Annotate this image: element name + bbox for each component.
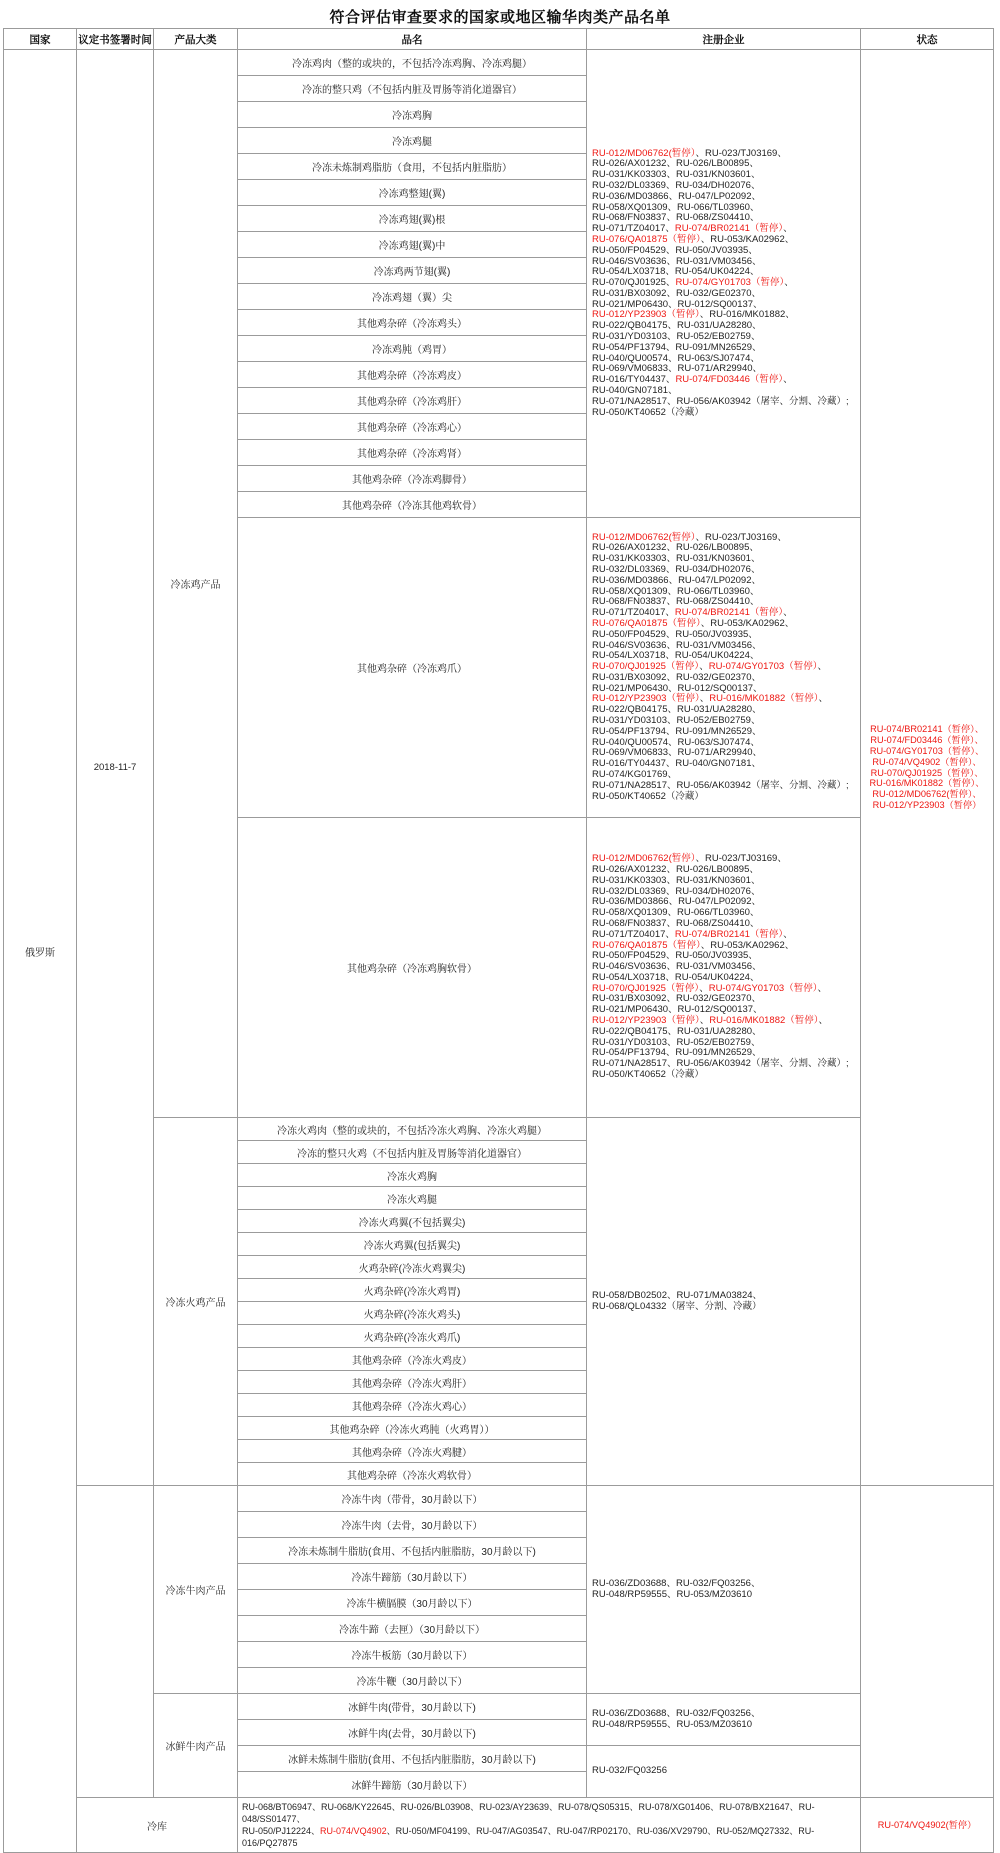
enterprise-code: RU-032/DL03369、RU-034/DH02076、 <box>592 563 761 575</box>
enterprise-code: 、RU-023/TJ03169、 <box>695 853 787 865</box>
product-name-cell: 冷冻鸡腿 <box>238 128 587 154</box>
header-product-name: 品名 <box>238 29 587 50</box>
enterprise-code: RU-074/KG01769、 <box>592 769 678 781</box>
enterprise-code: 、 <box>699 982 709 994</box>
enterprise-code: RU-050/KT40652（冷藏） <box>592 406 704 418</box>
enterprise-code: RU-050/KT40652（冷藏） <box>592 1069 704 1081</box>
enterprise-code-suspended: RU-012/MD06762(暂停） <box>592 853 696 865</box>
page-title: 符合评估审查要求的国家或地区输华肉类产品名单 <box>329 9 671 26</box>
enterprise-code: 、 <box>699 1015 710 1027</box>
enterprise-code: 、 <box>699 693 710 705</box>
meat-products-table <box>3 28 994 1853</box>
enterprise-code: RU-021/MP06430、RU-012/SQ00137、 <box>592 1004 763 1016</box>
enterprise-code: RU-046/SV03636、RU-031/VM03456、 <box>592 255 762 267</box>
enterprise-code: RU-054/LX03718、RU-054/UK04224、 <box>592 266 760 278</box>
enterprise-code: 、RU-023/TJ03169、 <box>695 531 787 543</box>
table-row <box>4 1486 994 1512</box>
enterprise-code: 、 <box>783 928 793 940</box>
enterprise-code-suspended: RU-076/QA01875（暂停） <box>592 939 701 951</box>
enterprise-line <box>592 1720 858 1731</box>
coldstore-row <box>4 1798 994 1853</box>
protocol-date-empty-cell <box>77 1486 154 1798</box>
enterprise-code: RU-031/BX03092、RU-032/GE02370、 <box>592 671 761 683</box>
enterprise-code: RU-071/NA28517、RU-056/AK03942（屠宰、分割、冷藏）; <box>592 1058 849 1070</box>
product-name-cell: 冷冻牛板筋（30月龄以下） <box>238 1642 587 1668</box>
enterprise-code-suspended: RU-012/MD06762(暂停） <box>592 531 696 543</box>
enterprise-code: RU-068/FN03837、RU-068/ZS04410、 <box>592 596 760 608</box>
enterprise-code: RU-071/TZ04017、 <box>592 928 675 940</box>
enterprise-cell <box>587 818 861 1118</box>
product-name-cell: 冷冻未炼制牛脂肪(食用、不包括内脏脂肪，30月龄以下) <box>238 1538 587 1564</box>
product-name-cell: 火鸡杂碎(冷冻火鸡爪) <box>238 1325 587 1348</box>
enterprise-code-suspended: RU-074/FD03446（暂停） <box>675 374 784 386</box>
enterprise-code: 、RU-023/TJ03169、 <box>695 147 787 159</box>
enterprise-code: RU-050/FP04529、RU-050/JV03935、 <box>592 628 758 640</box>
enterprise-cell <box>587 50 861 518</box>
category-cell: 冰鲜牛肉产品 <box>154 1694 238 1798</box>
enterprise-code: RU-048/RP59555、RU-053/MZ03610 <box>592 1718 752 1730</box>
enterprise-code: RU-031/BX03092、RU-032/GE02370、 <box>592 993 761 1005</box>
product-name-cell: 冷冻牛蹄筋（30月龄以下） <box>238 1564 587 1590</box>
enterprise-code: RU-032/FQ03256 <box>592 1765 667 1777</box>
enterprise-code: 、 <box>818 693 829 705</box>
enterprise-code: RU-071/TZ04017、 <box>592 223 675 235</box>
enterprise-code: RU-036/MD03866、RU-047/LP02092、 <box>592 574 761 586</box>
enterprise-code: RU-021/MP06430、RU-012/SQ00137、 <box>592 682 763 694</box>
enterprise-code: 、RU-016/MK01882、 <box>699 309 795 321</box>
enterprise-code: RU-032/DL03369、RU-034/DH02076、 <box>592 885 761 897</box>
enterprise-code: RU-031/KK03303、RU-031/KN03601、 <box>592 553 761 565</box>
enterprise-code: RU-026/AX01232、RU-026/LB00895、 <box>592 542 759 554</box>
product-name-cell: 冷冻鸡胸 <box>238 102 587 128</box>
enterprise-code: RU-069/VM06833、RU-071/AR29940、 <box>592 747 763 759</box>
product-name-cell: 其他鸡杂碎（冷冻火鸡肝） <box>238 1371 587 1394</box>
category-cell: 冷冻牛肉产品 <box>154 1486 238 1694</box>
enterprise-code-suspended: RU-074/BR02141（暂停） <box>674 223 784 235</box>
enterprise-code: RU-040/GN07181、 <box>592 385 678 397</box>
enterprise-code: RU-022/QB04175、RU-031/UA28280、 <box>592 320 762 332</box>
product-name-cell: 冰鲜牛蹄筋（30月龄以下） <box>238 1772 587 1798</box>
category-cell: 冷冻火鸡产品 <box>154 1118 238 1486</box>
product-name-cell: 其他鸡杂碎（冷冻火鸡心） <box>238 1394 587 1417</box>
country-cell: 俄罗斯 <box>4 50 77 1853</box>
enterprise-code: RU-016/TY04437、 <box>592 374 676 386</box>
product-name-cell: 冷冻鸡翅(翼)根 <box>238 206 587 232</box>
enterprise-code: RU-040/QU00574、RU-063/SJ07474、 <box>592 736 760 748</box>
product-name-cell: 其他鸡杂碎（冷冻鸡心） <box>238 414 587 440</box>
header-row <box>4 29 994 50</box>
coldstore-enterprise-cell <box>238 1798 861 1853</box>
enterprise-code: RU-058/XQ01309、RU-066/TL03960、 <box>592 907 760 919</box>
enterprise-cell <box>587 1694 861 1746</box>
enterprise-line <box>592 1302 858 1313</box>
enterprise-code: 、 <box>783 223 793 235</box>
enterprise-line <box>242 1801 856 1825</box>
enterprise-code: 、RU-050/MF04199、RU-047/AG03547、RU-047/RP02170、RU-036/XV29790、RU-052/MQ27332、RU-016/PQ27875 <box>242 1826 815 1848</box>
product-name-cell: 其他鸡杂碎（冷冻鸡肾） <box>238 440 587 466</box>
product-name-cell: 冷冻鸡肉（整的或块的，不包括冷冻鸡胸、冷冻鸡腿） <box>238 50 587 76</box>
enterprise-code: 、 <box>783 607 793 619</box>
coldstore-label-cell: 冷库 <box>77 1798 238 1853</box>
enterprise-code: RU-070/QJ01925、 <box>592 277 676 289</box>
enterprise-code: RU-068/QL04332（屠宰、分割、冷藏） <box>592 1300 762 1312</box>
product-name-cell: 其他鸡杂碎（冷冻火鸡腱） <box>238 1440 587 1463</box>
enterprise-code: RU-054/PF13794、RU-091/MN26529、 <box>592 341 762 353</box>
status-empty-cell <box>861 1486 994 1798</box>
enterprise-code: RU-031/YD03103、RU-052/EB02759、 <box>592 331 761 343</box>
product-name-cell: 冷冻牛鞭（30月龄以下） <box>238 1668 587 1694</box>
enterprise-code: RU-068/FN03837、RU-068/ZS04410、 <box>592 212 760 224</box>
enterprise-code-suspended: RU-012/MD06762(暂停） <box>592 147 696 159</box>
product-name-cell: 冷冻火鸡胸 <box>238 1164 587 1187</box>
enterprise-cell <box>587 1118 861 1486</box>
product-name-cell: 冷冻鸡整翅(翼) <box>238 180 587 206</box>
enterprise-code: RU-050/FP04529、RU-050/JV03935、 <box>592 244 758 256</box>
enterprise-code: RU-054/LX03718、RU-054/UK04224、 <box>592 650 760 662</box>
enterprise-code-suspended: RU-074/BR02141（暂停） <box>674 928 784 940</box>
enterprise-line <box>592 792 858 803</box>
enterprise-code: RU-036/MD03866、RU-047/LP02092、 <box>592 190 761 202</box>
enterprise-code-suspended: RU-016/MK01882（暂停） <box>709 1015 819 1027</box>
enterprise-code-suspended: RU-012/YP23903（暂停） <box>592 309 700 321</box>
enterprise-code: RU-031/YD03103、RU-052/EB02759、 <box>592 715 761 727</box>
enterprise-code-suspended: RU-076/QA01875（暂停） <box>592 233 701 245</box>
product-name-cell: 其他鸡杂碎（冷冻鸡头） <box>238 310 587 336</box>
product-name-cell: 其他鸡杂碎（冷冻火鸡皮） <box>238 1348 587 1371</box>
product-name-cell: 冷冻未炼制鸡脂肪（食用，不包括内脏脂肪） <box>238 154 587 180</box>
product-name-cell: 其他鸡杂碎（冷冻鸡皮） <box>238 362 587 388</box>
enterprise-code: RU-050/PJ12224、 <box>242 1826 321 1836</box>
enterprise-code: RU-031/KK03303、RU-031/KN03601、 <box>592 874 761 886</box>
enterprise-code: RU-036/ZD03688、RU-032/FQ03256、 <box>592 1707 761 1719</box>
header-protocol-date: 议定书签署时间 <box>77 29 154 50</box>
product-name-cell: 其他鸡杂碎（冷冻其他鸡软骨） <box>238 492 587 518</box>
product-name-cell: 冷冻牛肉（带骨，30月龄以下） <box>238 1486 587 1512</box>
enterprise-code-suspended: RU-070/QJ01925（暂停） <box>592 982 700 994</box>
enterprise-code-suspended: RU-012/YP23903（暂停） <box>592 1015 700 1027</box>
table-body <box>4 50 994 1853</box>
product-name-cell: 其他鸡杂碎（冷冻鸡脚骨） <box>238 466 587 492</box>
coldstore-status-cell: RU-074/VQ4902(暂停） <box>861 1798 994 1853</box>
enterprise-cell <box>587 518 861 818</box>
enterprise-code-suspended: RU-074/VQ4902 <box>320 1826 387 1836</box>
enterprise-code-suspended: RU-074/GY01703（暂停） <box>708 982 818 994</box>
product-name-cell: 冷冻火鸡翼(不包括翼尖) <box>238 1210 587 1233</box>
enterprise-code: RU-071/TZ04017、 <box>592 607 675 619</box>
enterprise-code: 、 <box>784 277 794 289</box>
enterprise-cell <box>587 1486 861 1694</box>
enterprise-code: RU-036/ZD03688、RU-032/FQ03256、 <box>592 1577 761 1589</box>
product-name-cell: 冷冻火鸡翼(包括翼尖) <box>238 1233 587 1256</box>
enterprise-code: 、 <box>818 1015 829 1027</box>
header-registered-enterprise: 注册企业 <box>587 29 861 50</box>
enterprise-code: RU-071/NA28517、RU-056/AK03942（屠宰、分割、冷藏）; <box>592 395 849 407</box>
enterprise-code-suspended: RU-016/MK01882（暂停） <box>709 693 819 705</box>
status-cell: RU-074/BR02141（暂停）、RU-074/FD03446（暂停）、RU-074/GY01703（暂停）、RU-074/VQ4902（暂停）、RU-070/QJ01925（暂停）、RU-016/MK01882（暂停）、RU-012/MD06762(暂停）、RU-012/YP23903（暂停） <box>861 50 994 1486</box>
enterprise-cell <box>587 1746 861 1798</box>
enterprise-code: 、RU-053/KA02962、 <box>700 233 795 245</box>
enterprise-code: RU-022/QB04175、RU-031/UA28280、 <box>592 1025 762 1037</box>
product-name-cell: 火鸡杂碎(冷冻火鸡胃) <box>238 1279 587 1302</box>
header-status: 状态 <box>861 29 994 50</box>
enterprise-code: RU-031/KK03303、RU-031/KN03601、 <box>592 169 761 181</box>
enterprise-code-suspended: RU-070/QJ01925（暂停） <box>592 661 700 673</box>
enterprise-code-suspended: RU-076/QA01875（暂停） <box>592 617 701 629</box>
product-name-cell: 其他鸡杂碎（冷冻鸡爪） <box>238 518 587 818</box>
enterprise-code: RU-050/FP04529、RU-050/JV03935、 <box>592 950 758 962</box>
protocol-date-cell: 2018-11-7 <box>77 50 154 1486</box>
enterprise-code-suspended: RU-074/BR02141（暂停） <box>674 607 784 619</box>
enterprise-code: RU-054/PF13794、RU-091/MN26529、 <box>592 1047 762 1059</box>
product-name-cell: 冷冻的整只火鸡（不包括内脏及胃肠等消化道器官） <box>238 1141 587 1164</box>
enterprise-code: RU-040/QU00574、RU-063/SJ07474、 <box>592 352 760 364</box>
enterprise-line <box>592 1766 858 1777</box>
enterprise-code: RU-046/SV03636、RU-031/VM03456、 <box>592 961 762 973</box>
product-name-cell: 其他鸡杂碎（冷冻鸡胸软骨） <box>238 818 587 1118</box>
product-name-cell: 其他鸡杂碎（冷冻火鸡软骨） <box>238 1463 587 1486</box>
product-name-cell: 冷冻鸡翅（翼）尖 <box>238 284 587 310</box>
enterprise-line <box>592 1590 858 1601</box>
enterprise-code: 、 <box>783 374 793 386</box>
enterprise-code: RU-058/DB02502、RU-071/MA03824、 <box>592 1289 763 1301</box>
enterprise-code: 、 <box>699 661 709 673</box>
product-name-cell: 冷冻牛蹄（去匣）（30月龄以下） <box>238 1616 587 1642</box>
enterprise-code: RU-016/TY04437、RU-040/GN07181、 <box>592 758 761 770</box>
product-name-cell: 冷冻鸡两节翅(翼) <box>238 258 587 284</box>
category-cell: 冷冻鸡产品 <box>154 50 238 1118</box>
enterprise-code: 、 <box>817 661 827 673</box>
enterprise-code: RU-031/BX03092、RU-032/GE02370、 <box>592 287 761 299</box>
enterprise-code: RU-036/MD03866、RU-047/LP02092、 <box>592 896 761 908</box>
enterprise-code: RU-068/FN03837、RU-068/ZS04410、 <box>592 917 760 929</box>
enterprise-code: RU-071/NA28517、RU-056/AK03942（屠宰、分割、冷藏）; <box>592 779 849 791</box>
product-name-cell: 冰鲜未炼制牛脂肪(食用、不包括内脏脂肪，30月龄以下) <box>238 1746 587 1772</box>
enterprise-code: 、RU-053/KA02962、 <box>700 617 795 629</box>
enterprise-code: 、RU-053/KA02962、 <box>700 939 795 951</box>
product-name-cell: 冷冻牛横膈膜（30月龄以下） <box>238 1590 587 1616</box>
enterprise-code: 、 <box>817 982 827 994</box>
product-name-cell: 其他鸡杂碎（冷冻火鸡肫（火鸡胃）） <box>238 1417 587 1440</box>
enterprise-code: RU-050/KT40652（冷藏） <box>592 790 704 802</box>
product-name-cell: 冷冻火鸡肉（整的或块的，不包括冷冻火鸡胸、冷冻火鸡腿） <box>238 1118 587 1141</box>
enterprise-code: RU-068/BT06947、RU-068/KY22645、RU-026/BL03908、RU-023/AY23639、RU-078/QS05315、RU-078/XG01406、RU-078/BX21647、RU-048/SS01477、 <box>242 1802 815 1824</box>
enterprise-code-suspended: RU-074/GY01703（暂停） <box>675 277 785 289</box>
enterprise-code: RU-058/XQ01309、RU-066/TL03960、 <box>592 585 760 597</box>
table-row <box>4 50 994 76</box>
enterprise-line <box>592 1070 858 1081</box>
product-name-cell: 冷冻牛肉（去骨，30月龄以下） <box>238 1512 587 1538</box>
enterprise-code-suspended: RU-074/GY01703（暂停） <box>708 661 818 673</box>
enterprise-code: RU-026/AX01232、RU-026/LB00895、 <box>592 158 759 170</box>
product-name-cell: 火鸡杂碎(冷冻火鸡头) <box>238 1302 587 1325</box>
header-category: 产品大类 <box>154 29 238 50</box>
enterprise-code: RU-021/MP06430、RU-012/SQ00137、 <box>592 298 763 310</box>
product-name-cell: 冷冻鸡肫（鸡胃） <box>238 336 587 362</box>
enterprise-line <box>592 408 858 419</box>
enterprise-code: RU-054/LX03718、RU-054/UK04224、 <box>592 971 760 983</box>
enterprise-code: RU-054/PF13794、RU-091/MN26529、 <box>592 725 762 737</box>
enterprise-line <box>242 1825 856 1849</box>
product-name-cell: 冷冻鸡翅(翼)中 <box>238 232 587 258</box>
enterprise-code-suspended: RU-012/YP23903（暂停） <box>592 693 700 705</box>
enterprise-code: RU-032/DL03369、RU-034/DH02076、 <box>592 179 761 191</box>
product-name-cell: 火鸡杂碎(冷冻火鸡翼尖) <box>238 1256 587 1279</box>
enterprise-code: RU-031/YD03103、RU-052/EB02759、 <box>592 1036 761 1048</box>
enterprise-code: RU-046/SV03636、RU-031/VM03456、 <box>592 639 762 651</box>
enterprise-code: RU-048/RP59555、RU-053/MZ03610 <box>592 1588 752 1600</box>
product-name-cell: 其他鸡杂碎（冷冻鸡肝） <box>238 388 587 414</box>
enterprise-code: RU-058/XQ01309、RU-066/TL03960、 <box>592 201 760 213</box>
product-name-cell: 冷冻火鸡腿 <box>238 1187 587 1210</box>
header-country: 国家 <box>4 29 77 50</box>
enterprise-code: RU-026/AX01232、RU-026/LB00895、 <box>592 863 759 875</box>
product-name-cell: 冷冻的整只鸡（不包括内脏及胃肠等消化道器官） <box>238 76 587 102</box>
enterprise-code: RU-022/QB04175、RU-031/UA28280、 <box>592 704 762 716</box>
product-name-cell: 冰鲜牛肉(去骨，30月龄以下) <box>238 1720 587 1746</box>
product-name-cell: 冰鲜牛肉(带骨，30月龄以下) <box>238 1694 587 1720</box>
enterprise-code: RU-069/VM06833、RU-071/AR29940、 <box>592 363 763 375</box>
